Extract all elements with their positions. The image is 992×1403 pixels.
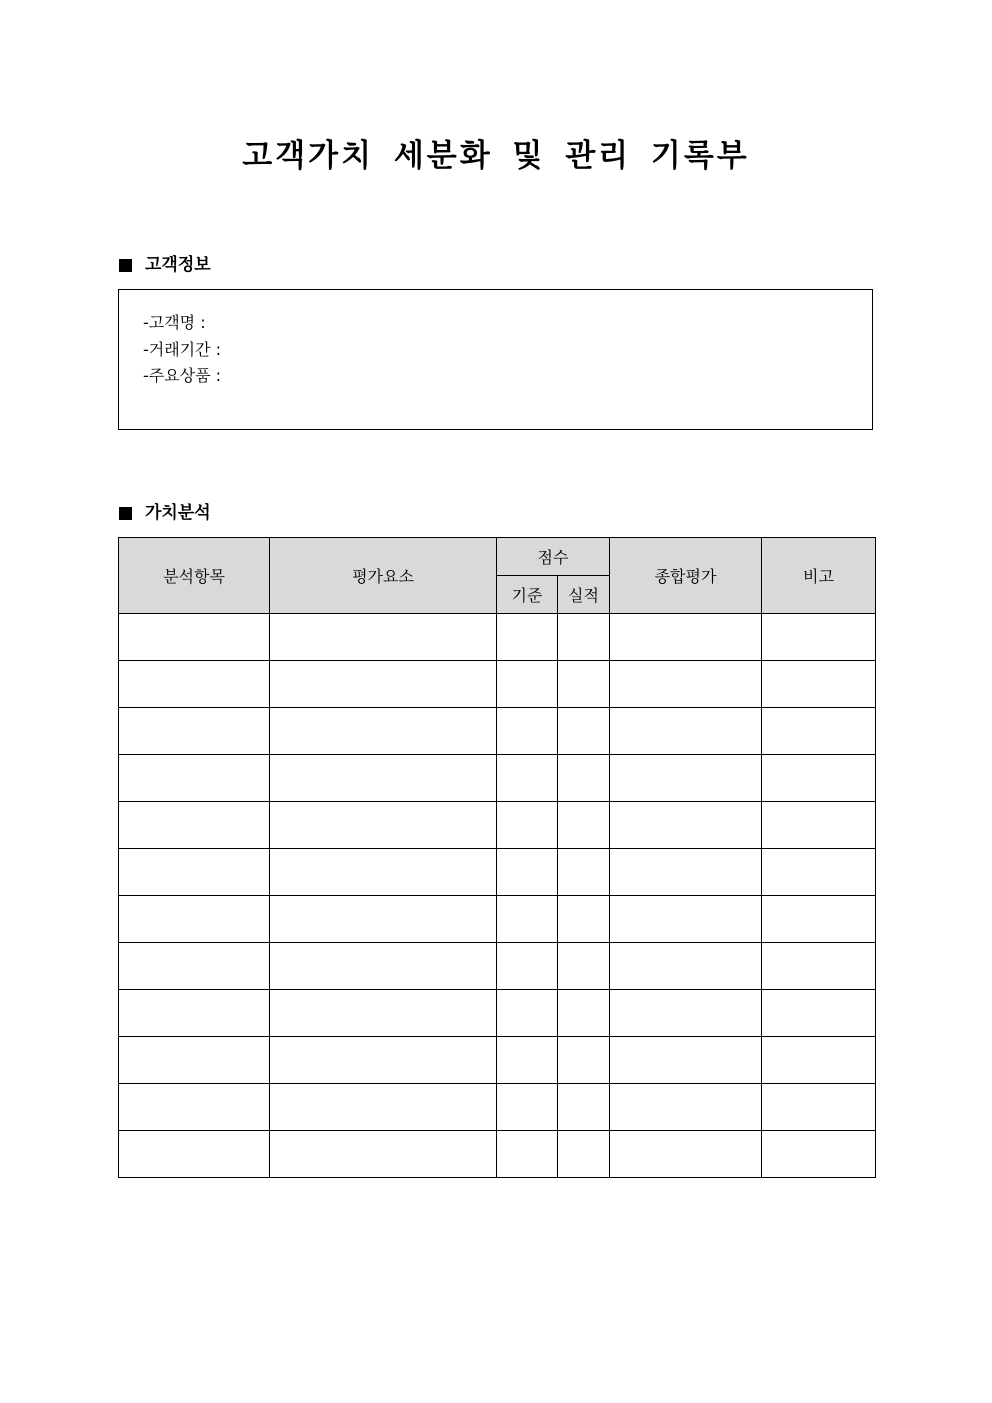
table-row [119,849,876,896]
evaluation-factor-cell[interactable] [270,1084,497,1131]
square-bullet-icon [119,259,132,272]
table-row [119,1084,876,1131]
overall-evaluation-cell[interactable] [610,896,762,943]
analysis-item-cell[interactable] [119,849,270,896]
analysis-item-cell[interactable] [119,990,270,1037]
table-row [119,1131,876,1178]
standard-score-cell[interactable] [497,1131,558,1178]
customer-info-heading [119,254,211,276]
standard-score-cell[interactable] [497,1037,558,1084]
value-analysis-heading-label: 가치분석 [145,503,211,523]
standard-score-cell[interactable] [497,943,558,990]
actual-score-cell[interactable] [558,849,610,896]
page-title: 고객가치 세분화 및 관리 기록부 [242,138,750,174]
actual-score-cell[interactable] [558,1037,610,1084]
standard-score-cell[interactable] [497,755,558,802]
actual-score-cell[interactable] [558,661,610,708]
standard-score-cell[interactable] [497,1084,558,1131]
value-analysis-table [118,537,876,1178]
evaluation-factor-cell[interactable] [270,896,497,943]
overall-evaluation-cell[interactable] [610,1037,762,1084]
value-analysis-heading [119,502,211,524]
evaluation-factor-cell[interactable] [270,1037,497,1084]
analysis-item-cell[interactable] [119,943,270,990]
evaluation-factor-cell[interactable] [270,849,497,896]
table-row [119,661,876,708]
overall-evaluation-cell[interactable] [610,755,762,802]
evaluation-factor-cell[interactable] [270,802,497,849]
actual-score-cell[interactable] [558,943,610,990]
standard-score-cell[interactable] [497,849,558,896]
overall-evaluation-cell[interactable] [610,1131,762,1178]
column-header-overall-evaluation: 종합평가 [610,538,762,614]
standard-score-cell[interactable] [497,708,558,755]
overall-evaluation-cell[interactable] [610,614,762,661]
evaluation-factor-cell[interactable] [270,661,497,708]
remarks-cell[interactable] [762,943,876,990]
overall-evaluation-cell[interactable] [610,708,762,755]
table-row [119,896,876,943]
remarks-cell[interactable] [762,990,876,1037]
remarks-cell[interactable] [762,849,876,896]
analysis-item-cell[interactable] [119,802,270,849]
analysis-item-cell[interactable] [119,1037,270,1084]
table-row [119,802,876,849]
evaluation-factor-cell[interactable] [270,755,497,802]
evaluation-factor-cell[interactable] [270,708,497,755]
table-row [119,990,876,1037]
square-bullet-icon [119,507,132,520]
customer-info-box [118,289,873,430]
analysis-item-cell[interactable] [119,1131,270,1178]
remarks-cell[interactable] [762,755,876,802]
transaction-period-field[interactable]: -거래기간 : [143,339,222,359]
standard-score-cell[interactable] [497,802,558,849]
remarks-cell[interactable] [762,1084,876,1131]
main-products-field[interactable]: -주요상품 : [143,366,222,385]
actual-score-cell[interactable] [558,708,610,755]
remarks-cell[interactable] [762,661,876,708]
overall-evaluation-cell[interactable] [610,943,762,990]
overall-evaluation-cell[interactable] [610,802,762,849]
table-row [119,1037,876,1084]
column-header-remarks: 비고 [762,538,876,614]
actual-score-cell[interactable] [558,755,610,802]
column-header-standard: 기준 [497,576,558,614]
overall-evaluation-cell[interactable] [610,849,762,896]
table-row [119,755,876,802]
remarks-cell[interactable] [762,1037,876,1084]
evaluation-factor-cell[interactable] [270,943,497,990]
column-header-evaluation-factor: 평가요소 [270,538,497,614]
remarks-cell[interactable] [762,896,876,943]
actual-score-cell[interactable] [558,896,610,943]
evaluation-factor-cell[interactable] [270,1131,497,1178]
actual-score-cell[interactable] [558,802,610,849]
remarks-cell[interactable] [762,802,876,849]
analysis-item-cell[interactable] [119,1084,270,1131]
actual-score-cell[interactable] [558,1084,610,1131]
evaluation-factor-cell[interactable] [270,614,497,661]
analysis-item-cell[interactable] [119,896,270,943]
overall-evaluation-cell[interactable] [610,990,762,1037]
value-analysis-table-body [119,614,876,1178]
remarks-cell[interactable] [762,614,876,661]
column-header-analysis-item: 분석항목 [119,538,270,614]
standard-score-cell[interactable] [497,896,558,943]
column-header-score: 점수 [497,538,610,576]
table-row [119,708,876,755]
analysis-item-cell[interactable] [119,614,270,661]
remarks-cell[interactable] [762,1131,876,1178]
remarks-cell[interactable] [762,708,876,755]
table-row [119,943,876,990]
overall-evaluation-cell[interactable] [610,1084,762,1131]
actual-score-cell[interactable] [558,614,610,661]
standard-score-cell[interactable] [497,990,558,1037]
evaluation-factor-cell[interactable] [270,990,497,1037]
customer-name-field[interactable]: -고객명 : [143,313,206,332]
actual-score-cell[interactable] [558,1131,610,1178]
analysis-item-cell[interactable] [119,755,270,802]
standard-score-cell[interactable] [497,614,558,661]
customer-info-heading-label: 고객정보 [145,255,211,275]
overall-evaluation-cell[interactable] [610,661,762,708]
column-header-actual: 실적 [558,576,610,614]
analysis-item-cell[interactable] [119,708,270,755]
actual-score-cell[interactable] [558,990,610,1037]
analysis-item-cell[interactable] [119,661,270,708]
table-row [119,614,876,661]
standard-score-cell[interactable] [497,661,558,708]
